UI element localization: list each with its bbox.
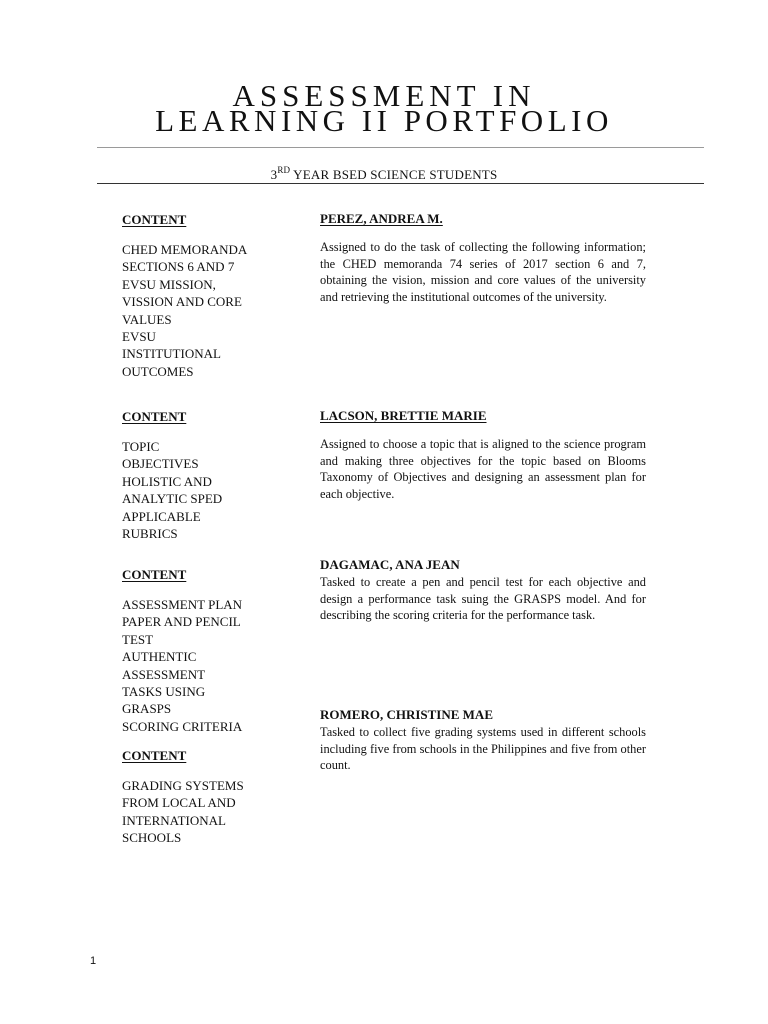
content-item: SECTIONS 6 AND 7 [122, 259, 235, 275]
content-heading: CONTENT [122, 748, 187, 763]
content-list [122, 241, 292, 380]
content-item: FROM LOCAL AND [122, 795, 236, 811]
member-task-description: Assigned to choose a topic that is aligned to the science program and making three objectives for the topic based on Blooms Taxonomy of Objectives and designing an assessment plan for each objective. [320, 437, 646, 502]
content-item: GRASPS [122, 701, 172, 717]
content-item: HOLISTIC AND [122, 473, 212, 489]
content-list [122, 777, 292, 847]
content-item: EVSU MISSION, [122, 276, 216, 292]
content-item: ASSESSMENT [122, 666, 206, 682]
document-title-line-1: ASSESSMENT IN [232, 78, 536, 113]
member-name: DAGAMAC, ANA JEAN [320, 557, 460, 572]
content-item: VALUES [122, 311, 172, 327]
content-block-2 [122, 408, 292, 558]
content-item: APPLICABLE [122, 508, 201, 524]
content-list [122, 438, 292, 542]
member-block-perez [320, 211, 646, 306]
content-heading: CONTENT [122, 409, 187, 424]
content-item: ASSESSMENT PLAN [122, 597, 243, 612]
member-task-description: Tasked to collect five grading systems used in different schools including five from schools in the Philippines and five from other count. [320, 725, 646, 773]
member-block-romero [320, 707, 646, 774]
member-block-dagamac [320, 557, 646, 624]
content-block-4 [122, 747, 292, 863]
content-item: VISSION AND CORE [122, 294, 242, 310]
member-block-lacson [320, 408, 646, 503]
subtitle-text: YEAR BSED SCIENCE STUDENTS [290, 167, 498, 182]
content-item: PAPER AND PENCIL [122, 614, 241, 630]
member-name: LACSON, BRETTIE MARIE [320, 408, 487, 423]
document-title-line-2: LEARNING II PORTFOLIO [155, 103, 613, 138]
content-item: INSTITUTIONAL [122, 346, 221, 362]
content-item: TASKS USING [122, 684, 206, 700]
content-item: AUTHENTIC [122, 649, 197, 665]
header-divider-bottom [97, 183, 704, 184]
subtitle-ordinal-number: 3 [270, 167, 278, 182]
content-item: SCORING CRITERIA [122, 718, 243, 734]
content-item: GRADING SYSTEMS [122, 778, 244, 793]
member-task-description: Assigned to do the task of collecting the following information; the CHED memoranda 74 series of 2017 section 6 and 7, obtaining the vision, mission and core values of the university and retrieving the institutional outcomes of the university. [320, 240, 646, 305]
content-list [122, 596, 292, 735]
content-item: SCHOOLS [122, 830, 182, 846]
content-item: CHED MEMORANDA [122, 242, 248, 257]
content-item: EVSU [122, 329, 156, 345]
content-item: INTERNATIONAL [122, 812, 226, 828]
content-item: RUBRICS [122, 526, 178, 542]
content-item: TEST [122, 631, 154, 647]
page-number: 1 [90, 955, 97, 967]
member-name: PEREZ, ANDREA M. [320, 211, 443, 226]
content-item: TOPIC [122, 439, 160, 454]
content-block-1 [122, 211, 292, 396]
content-item: OBJECTIVES [122, 456, 199, 472]
document-subtitle [0, 166, 768, 184]
header-divider-top [97, 147, 704, 148]
member-task-description: Tasked to create a pen and pencil test for each objective and design a performance task suing the GRASPS model. And for describing the scoring criteria for the performance task. [320, 575, 646, 623]
content-heading: CONTENT [122, 212, 187, 227]
member-name: ROMERO, CHRISTINE MAE [320, 707, 493, 722]
content-block-3 [122, 566, 292, 751]
subtitle-ordinal-suffix: RD [277, 164, 291, 175]
content-item: OUTCOMES [122, 363, 194, 379]
content-heading: CONTENT [122, 567, 187, 582]
content-item: ANALYTIC SPED [122, 491, 223, 507]
